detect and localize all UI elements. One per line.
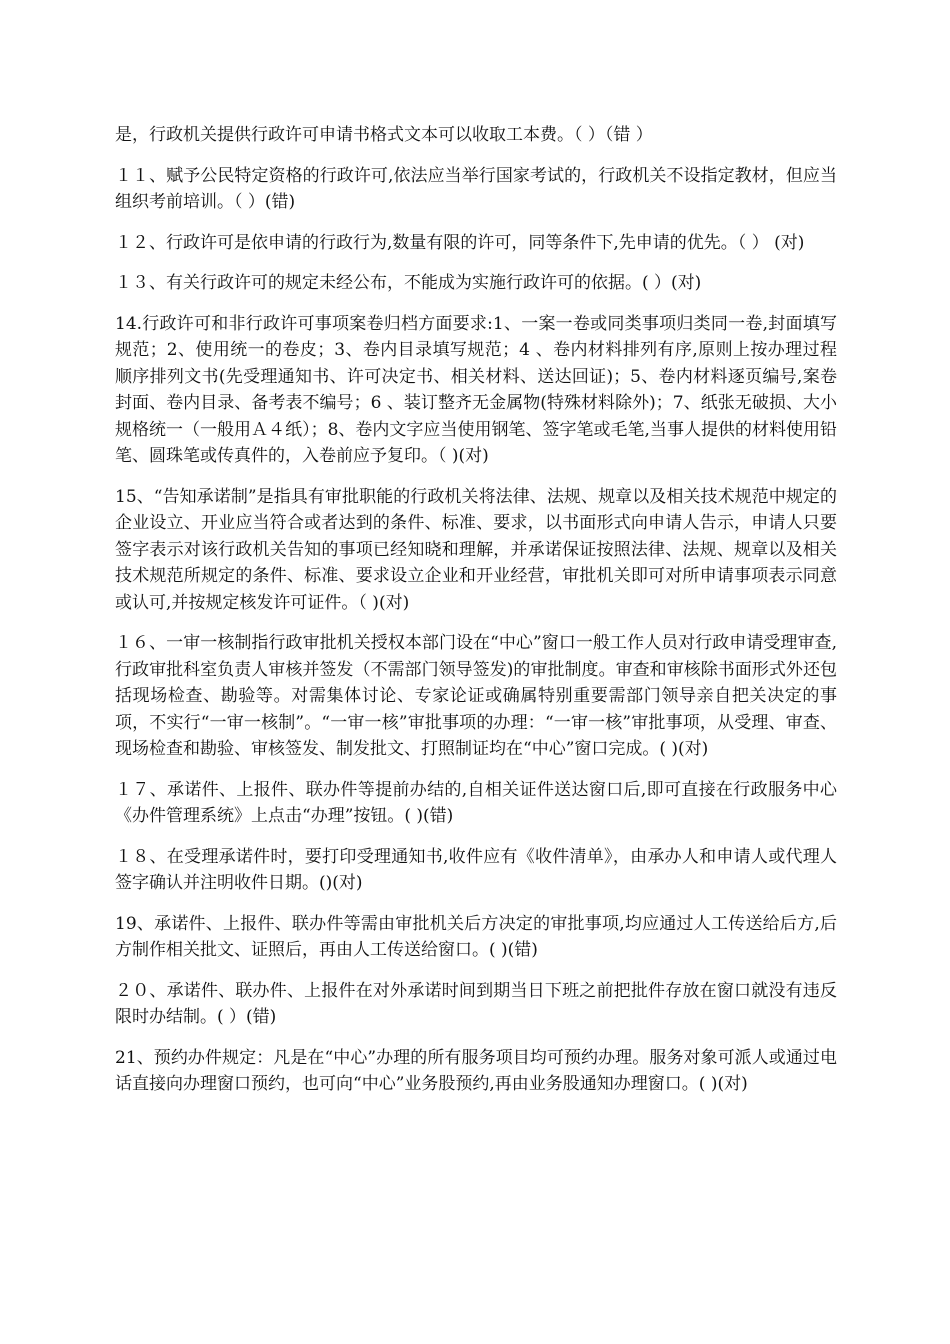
document-page bbox=[115, 122, 837, 1112]
paragraph-item-19: 19、承诺件、上报件、联办件等需由审批机关后方决定的审批事项,均应通过人工传送给后方,后方制作相关批文、证照后，再由人工传送给窗口。( )(错) bbox=[115, 913, 837, 960]
paragraph-item-18: １８、在受理承诺件时，要打印受理通知书,收件应有《收件清单》，由承办人和申请人或代理人签字确认并注明收件日期。()(对) bbox=[115, 846, 837, 893]
paragraph-item-10-continued: 是，行政机关提供行政许可申请书格式文本可以收取工本费。（ ）（错 ） bbox=[115, 125, 653, 145]
paragraph-item-21: 21、预约办件规定：凡是在“中心”办理的所有服务项目均可预约办理。服务对象可派人或通过电话直接向办理窗口预约，也可向“中心”业务股预约,再由业务股通知办理窗口。( )(对) bbox=[115, 1047, 837, 1094]
paragraph-item-14: 14.行政许可和非行政许可事项案卷归档方面要求:1、一案一卷或同类事项归类同一卷,封面填写规范；2、使用统一的卷皮；3、卷内目录填写规范；4 、卷内材料排列有序,原则上按办理过程顺序排列文书(先受理通知书、许可决定书、相关材料、送达回证)；5、卷内材料逐页编号,案卷封面、卷内目录、备考表不编号；6 、装订整齐无金属物(特殊材料除外)；7、纸张无破损、大小规格统一（一般用Ａ４纸）；8、卷内文字应当使用钢笔、签字笔或毛笔,当事人提供的材料使用铅笔、圆珠笔或传真件的，入卷前应予复印。（ )(对) bbox=[115, 313, 837, 466]
paragraph-item-17: １７、承诺件、上报件、联办件等提前办结的,自相关证件送达窗口后,即可直接在行政服务中心《办件管理系统》上点击“办理”按钮。( )(错) bbox=[115, 779, 837, 826]
paragraph-item-11: １１、赋予公民特定资格的行政许可,依法应当举行国家考试的，行政机关不设指定教材，但应当组织考前培训。（ ）(错) bbox=[115, 165, 837, 212]
paragraph-item-13: １３、有关行政许可的规定未经公布，不能成为实施行政许可的依据。( ）(对) bbox=[115, 273, 702, 293]
paragraph-item-12: １２、行政许可是依申请的行政行为,数量有限的许可，同等条件下,先申请的优先。（ ） (对) bbox=[115, 232, 805, 253]
paragraph-item-20: ２０、承诺件、联办件、上报件在对外承诺时间到期当日下班之前把批件存放在窗口就没有违反限时办结制。( ）(错) bbox=[115, 980, 837, 1027]
paragraph-item-16: １６、一审一核制指行政审批机关授权本部门设在“中心”窗口一般工作人员对行政申请受理审查,行政审批科室负责人审核并签发（不需部门领导签发)的审批制度。审查和审核除书面形式外还包括现场检查、勘验等。对需集体讨论、专家论证或确属特别重要需部门领导亲自把关决定的事项，不实行“一审一核制”。“一审一核”审批事项的办理：“一审一核”审批事项，从受理、审查、现场检查和勘验、审核签发、制发批文、打照制证均在“中心”窗口完成。( )(对) bbox=[115, 633, 837, 759]
paragraph-item-15: 15、“告知承诺制”是指具有审批职能的行政机关将法律、法规、规章以及相关技术规范中规定的企业设立、开业应当符合或者达到的条件、标准、要求，以书面形式向申请人告示，申请人只要签字表示对该行政机关告知的事项已经知晓和理解，并承诺保证按照法律、法规、规章以及相关技术规范所规定的条件、标准、要求设立企业和开业经营，审批机关即可对所申请事项表示同意或认可,并按规定核发许可证件。（ )(对) bbox=[115, 486, 837, 613]
